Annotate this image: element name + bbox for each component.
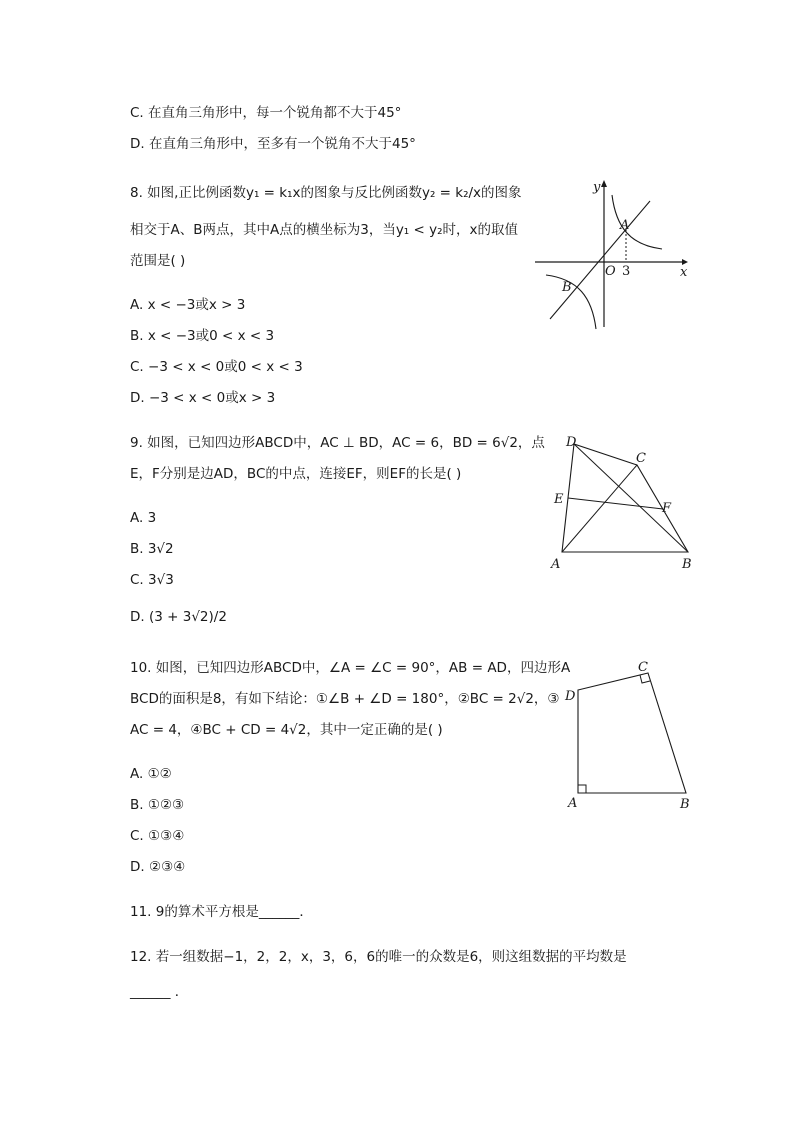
q7-option-c: C. 在直角三角形中，每一个锐角都不大于45°: [130, 105, 402, 121]
q8-stem-line3: 范围是( ): [130, 253, 186, 269]
q10-option-c: C. ①③④: [130, 828, 185, 844]
q10-option-a: A. ①②: [130, 766, 172, 782]
q9-option-b: B. 3√2: [130, 541, 174, 557]
q12-stem-line2: ______ ．: [130, 984, 189, 1000]
q8-option-b: B. x < −3或0 < x < 3: [130, 328, 275, 344]
q8-point-a-label: A: [620, 218, 630, 233]
q10-stem-line2: BCD的面积是8，有如下结论：①∠B + ∠D = 180°，②BC = 2√2，③: [130, 691, 560, 707]
q9-label-c: C: [636, 451, 646, 466]
q9-stem-line2: E，F分别是边AD，BC的中点，连接EF，则EF的长是( ): [130, 466, 462, 482]
q10-option-b: B. ①②③: [130, 797, 185, 813]
q8-y-arrow: [601, 180, 607, 187]
q10-quadrilateral-figure: [560, 655, 700, 815]
q10-stem-line1: 10. 如图，已知四边形ABCD中，∠A = ∠C = 90°，AB = AD，四边形A: [130, 660, 571, 676]
q9-label-e: E: [554, 492, 564, 507]
q10-label-d: D: [565, 689, 576, 704]
q9-label-d: D: [566, 435, 577, 450]
q8-tick-label: 3: [622, 264, 631, 279]
q9-segment-ef: [568, 498, 663, 509]
q10-label-c: C: [638, 660, 648, 675]
q9-label-a: A: [551, 557, 561, 572]
q9-option-d: D. (3 + 3√2)/2: [130, 609, 227, 625]
q8-stem-line1: 8. 如图,正比例函数y₁ = k₁x的图象与反比例函数y₂ = k₂/x的图象: [130, 185, 522, 201]
q8-option-a: A. x < −3或x > 3: [130, 297, 246, 313]
q10-right-angle-a: [578, 785, 586, 793]
q9-quadrilateral: [562, 444, 688, 552]
q8-origin-label: O: [605, 264, 616, 279]
q8-graph-figure: [530, 175, 695, 335]
q9-diagonal-ac: [562, 465, 637, 552]
q8-x-label: x: [680, 265, 688, 280]
q10-option-d: D. ②③④: [130, 859, 186, 875]
q10-quadrilateral: [578, 673, 686, 793]
q9-stem-line1: 9. 如图，已知四边形ABCD中，AC ⊥ BD，AC = 6，BD = 6√2，点: [130, 435, 545, 451]
q9-diagonal-bd: [574, 444, 688, 552]
q9-option-c: C. 3√3: [130, 572, 174, 588]
q8-stem-line2: 相交于A、B两点，其中A点的横坐标为3，当y₁ < y₂时，x的取值: [130, 222, 519, 238]
q9-option-a: A. 3: [130, 510, 157, 526]
q11-stem: 11. 9的算术平方根是______．: [130, 904, 313, 920]
q8-point-b-label: B: [562, 280, 572, 295]
q10-stem-line3: AC = 4，④BC + CD = 4√2，其中一定正确的是( ): [130, 722, 443, 738]
q10-label-b: B: [680, 797, 690, 812]
q7-option-d: D. 在直角三角形中，至多有一个锐角不大于45°: [130, 136, 416, 152]
q8-y-label: y: [593, 180, 601, 195]
q9-label-b: B: [682, 557, 692, 572]
q9-label-f: F: [662, 501, 672, 516]
q10-label-a: A: [568, 796, 578, 811]
q8-linear-function-line: [550, 201, 650, 319]
q8-option-d: D. −3 < x < 0或x > 3: [130, 390, 276, 406]
q9-quadrilateral-figure: [545, 430, 705, 575]
q12-stem-line1: 12. 若一组数据−1，2，2，x，3，6，6的唯一的众数是6，则这组数据的平均数是: [130, 949, 627, 965]
q8-option-c: C. −3 < x < 0或0 < x < 3: [130, 359, 303, 375]
